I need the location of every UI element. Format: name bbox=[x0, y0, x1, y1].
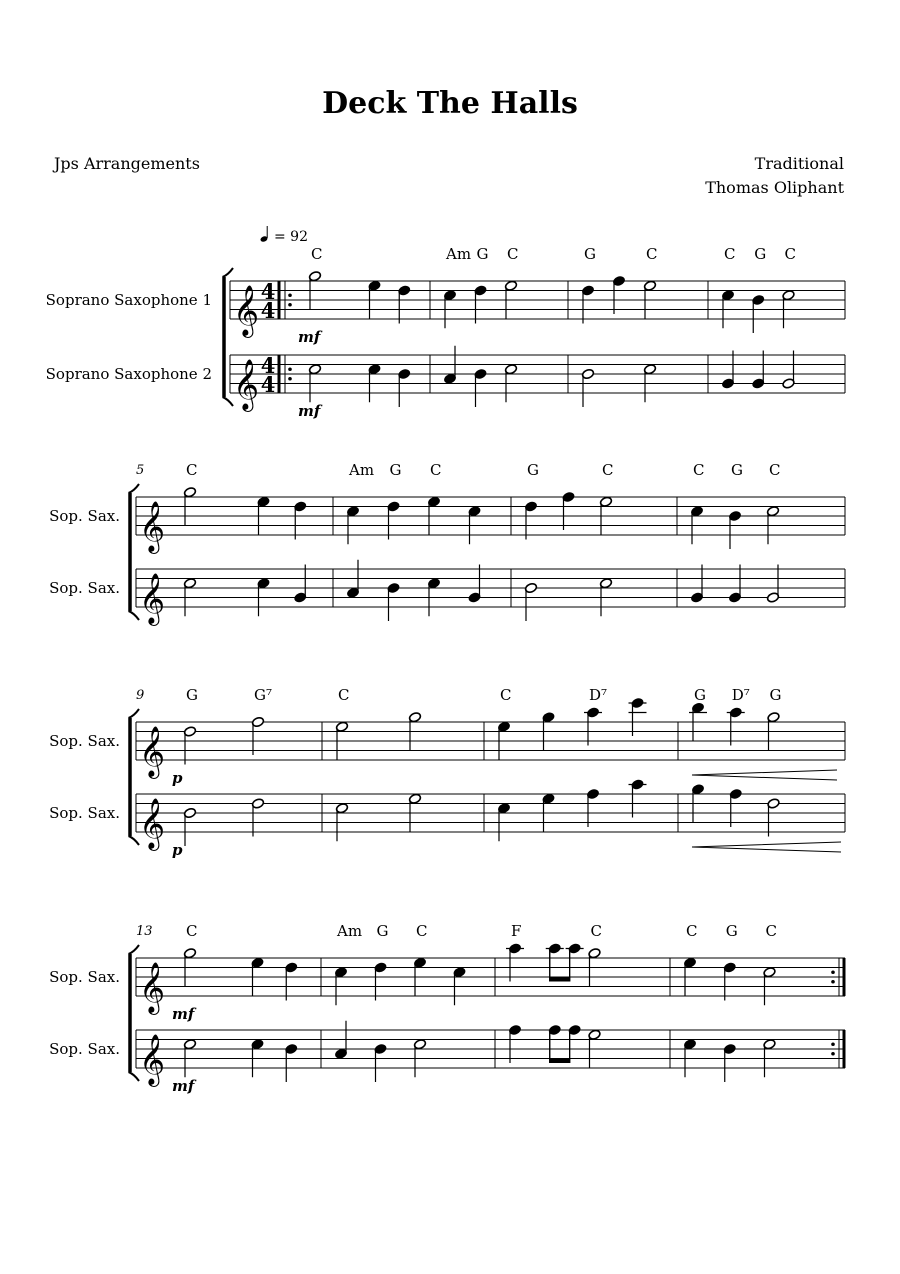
measure-number: 9 bbox=[136, 688, 145, 703]
quarter-note bbox=[690, 565, 703, 604]
half-note bbox=[335, 803, 348, 842]
quarter-note bbox=[398, 285, 411, 324]
quarter-note bbox=[285, 1043, 298, 1082]
quarter-note bbox=[346, 506, 359, 545]
chord-symbol-D: D⁷ bbox=[589, 686, 608, 704]
quarter-note bbox=[508, 1024, 521, 1063]
quarter-note bbox=[294, 501, 307, 540]
half-note bbox=[581, 368, 594, 407]
treble-clef-icon: 𝄞 bbox=[139, 798, 166, 849]
instrument-name-staff-2: Sop. Sax. bbox=[49, 804, 120, 822]
chord-symbol-G: G bbox=[584, 245, 596, 263]
quarter-note bbox=[374, 962, 387, 1001]
quarter-note bbox=[586, 788, 599, 827]
chord-symbol-G: G bbox=[476, 245, 489, 263]
chord-symbol-C: C bbox=[430, 461, 442, 479]
quarter-note bbox=[690, 506, 703, 545]
repeat-dot bbox=[831, 970, 835, 974]
instrument-name-staff-1: Sop. Sax. bbox=[49, 507, 120, 525]
half-note bbox=[251, 798, 264, 837]
quarter-note bbox=[257, 578, 270, 617]
chord-symbol-C: C bbox=[338, 686, 350, 704]
bracket-hook bbox=[129, 611, 140, 620]
half-note bbox=[183, 807, 196, 846]
instrument-name-staff-2: Sop. Sax. bbox=[49, 1040, 120, 1058]
quarter-note bbox=[723, 962, 736, 1001]
chord-symbol-G: G bbox=[527, 461, 539, 479]
chord-symbol-C: C bbox=[416, 922, 428, 940]
instrument-name-staff-2: Sop. Sax. bbox=[49, 579, 120, 597]
quarter-note bbox=[474, 285, 487, 324]
half-note bbox=[335, 721, 348, 760]
quarter-note bbox=[683, 957, 696, 996]
eighth-beam bbox=[549, 978, 570, 982]
half-note bbox=[524, 582, 537, 621]
chord-symbol-G: G bbox=[754, 245, 767, 263]
chord-symbol-C: C bbox=[186, 461, 198, 479]
chord-symbol-C: C bbox=[311, 245, 323, 263]
half-note bbox=[183, 726, 196, 765]
quarter-note bbox=[524, 501, 537, 540]
half-note bbox=[251, 716, 264, 755]
half-note bbox=[763, 967, 776, 1006]
composer-credit: Traditional bbox=[754, 154, 844, 173]
repeat-dot bbox=[831, 1042, 835, 1046]
quarter-note bbox=[334, 1021, 347, 1060]
chord-symbol-G: G bbox=[731, 461, 743, 479]
half-note bbox=[308, 271, 321, 310]
quarter-note bbox=[728, 510, 741, 549]
bracket-hook bbox=[129, 836, 140, 845]
dynamic-marking-p: p bbox=[172, 769, 183, 787]
arranger-credit: Jps Arrangements bbox=[54, 154, 200, 173]
quarter-note bbox=[752, 351, 765, 390]
bracket-hook bbox=[129, 1072, 140, 1081]
eighth-beam bbox=[549, 1059, 570, 1063]
treble-clef-icon: 𝄞 bbox=[139, 573, 166, 624]
chord-symbol-C: C bbox=[724, 245, 736, 263]
treble-clef-icon: 𝄞 bbox=[139, 726, 166, 777]
dynamic-marking-mf: mf bbox=[172, 1005, 195, 1023]
chord-symbol-C: C bbox=[186, 922, 198, 940]
chord-symbol-G: G bbox=[725, 922, 738, 940]
quarter-note bbox=[453, 967, 466, 1006]
quarter-note bbox=[691, 702, 704, 741]
quarter-note bbox=[581, 285, 594, 324]
treble-clef-icon: 𝄞 bbox=[233, 285, 260, 336]
quarter-note bbox=[691, 784, 704, 823]
chord-symbol-D: D⁷ bbox=[731, 686, 750, 704]
quarter-note bbox=[497, 721, 510, 760]
quarter-note bbox=[683, 1039, 696, 1078]
treble-clef-icon: 𝄞 bbox=[139, 1034, 166, 1085]
chord-symbol-Am: Am bbox=[337, 922, 363, 940]
quarter-note bbox=[387, 501, 400, 540]
time-signature-denominator: 4 bbox=[260, 372, 276, 397]
repeat-dot bbox=[831, 1052, 835, 1056]
chord-symbol-C: C bbox=[500, 686, 512, 704]
quarter-note bbox=[468, 565, 481, 604]
quarter-note bbox=[334, 967, 347, 1006]
dynamic-marking-mf: mf bbox=[172, 1077, 195, 1095]
half-note bbox=[183, 487, 196, 526]
chord-symbol-G: G bbox=[376, 922, 389, 940]
measure-number: 13 bbox=[136, 924, 153, 939]
quarter-note bbox=[398, 368, 411, 407]
quarter-note bbox=[368, 280, 381, 319]
bracket-hook bbox=[223, 397, 234, 406]
half-note bbox=[504, 280, 517, 319]
quarter-note bbox=[631, 697, 644, 736]
chord-symbol-G: G bbox=[389, 461, 402, 479]
quarter-note bbox=[374, 1043, 387, 1082]
chord-symbol-G: G bbox=[769, 686, 782, 704]
chord-symbol-F: F bbox=[511, 922, 522, 940]
quarter-note bbox=[542, 712, 555, 751]
dynamic-marking-p: p bbox=[172, 841, 183, 859]
quarter-note bbox=[723, 1043, 736, 1082]
repeat-dot bbox=[288, 367, 292, 371]
crescendo-hairpin bbox=[692, 770, 837, 780]
repeat-dot bbox=[831, 980, 835, 984]
quarter-note bbox=[468, 506, 481, 545]
quarter-note bbox=[427, 496, 440, 535]
bracket-hook bbox=[129, 709, 140, 718]
time-signature-numerator: 4 bbox=[260, 279, 276, 304]
quarter-note bbox=[721, 351, 734, 390]
repeat-dot bbox=[288, 293, 292, 297]
chord-symbol-C: C bbox=[646, 245, 658, 263]
time-signature-numerator: 4 bbox=[260, 353, 276, 378]
half-note bbox=[766, 565, 779, 604]
half-note bbox=[504, 364, 517, 403]
quarter-note bbox=[474, 368, 487, 407]
half-note bbox=[767, 798, 780, 837]
half-note bbox=[599, 578, 612, 617]
piece-title: Deck The Halls bbox=[322, 86, 578, 121]
chord-symbol-C: C bbox=[602, 461, 614, 479]
quarter-note bbox=[251, 1039, 264, 1078]
half-note bbox=[643, 364, 656, 403]
time-signature-denominator: 4 bbox=[260, 298, 276, 323]
quarter-note bbox=[729, 788, 742, 827]
half-note bbox=[763, 1039, 776, 1078]
instrument-name-staff-1: Sop. Sax. bbox=[49, 732, 120, 750]
quarter-note bbox=[721, 290, 734, 329]
half-note bbox=[183, 1039, 196, 1078]
dynamic-marking-mf: mf bbox=[298, 328, 321, 346]
quarter-note bbox=[612, 275, 625, 314]
quarter-note bbox=[508, 943, 521, 982]
quarter-note bbox=[443, 290, 456, 329]
measure-number: 5 bbox=[136, 463, 145, 478]
chord-symbol-C: C bbox=[769, 461, 781, 479]
half-note bbox=[782, 351, 795, 390]
half-note bbox=[308, 364, 321, 403]
half-note bbox=[588, 1029, 601, 1068]
bracket-hook bbox=[129, 945, 140, 954]
quarter-note bbox=[562, 491, 575, 530]
bracket-hook bbox=[129, 484, 140, 493]
chord-symbol-Am: Am bbox=[349, 461, 375, 479]
quarter-note bbox=[346, 560, 359, 599]
quarter-note bbox=[586, 707, 599, 746]
half-note bbox=[599, 496, 612, 535]
chord-symbol-C: C bbox=[693, 461, 705, 479]
quarter-note bbox=[542, 793, 555, 832]
instrument-name-staff-1: Soprano Saxophone 1 bbox=[45, 291, 212, 309]
chord-symbol-Am: Am bbox=[446, 245, 472, 263]
quarter-note bbox=[443, 346, 456, 385]
quarter-note bbox=[729, 707, 742, 746]
chord-symbol-G: G bbox=[186, 686, 198, 704]
half-note bbox=[766, 506, 779, 545]
chord-symbol-C: C bbox=[765, 922, 777, 940]
half-note bbox=[408, 793, 421, 832]
instrument-name-staff-1: Sop. Sax. bbox=[49, 968, 120, 986]
half-note bbox=[588, 948, 601, 987]
treble-clef-icon: 𝄞 bbox=[233, 359, 260, 410]
quarter-note bbox=[752, 294, 765, 333]
half-note bbox=[782, 290, 795, 329]
chord-symbol-C: C bbox=[590, 922, 602, 940]
chord-symbol-C: C bbox=[784, 245, 796, 263]
half-note bbox=[767, 712, 780, 751]
dynamic-marking-mf: mf bbox=[298, 402, 321, 420]
quarter-note bbox=[631, 779, 644, 818]
repeat-dot bbox=[288, 303, 292, 307]
quarter-note bbox=[257, 496, 270, 535]
treble-clef-icon: 𝄞 bbox=[139, 501, 166, 552]
quarter-note bbox=[285, 962, 298, 1001]
chord-symbol-G: G⁷ bbox=[254, 686, 272, 704]
half-note bbox=[643, 280, 656, 319]
half-note bbox=[183, 948, 196, 987]
crescendo-hairpin bbox=[692, 842, 841, 852]
chord-symbol-C: C bbox=[507, 245, 519, 263]
instrument-name-staff-2: Soprano Saxophone 2 bbox=[45, 365, 212, 383]
half-note bbox=[408, 712, 421, 751]
quarter-note bbox=[251, 957, 264, 996]
bracket-hook bbox=[223, 268, 234, 277]
chord-symbol-G: G bbox=[694, 686, 706, 704]
quarter-note bbox=[427, 578, 440, 617]
half-note bbox=[183, 578, 196, 617]
quarter-note bbox=[294, 565, 307, 604]
quarter-note bbox=[368, 364, 381, 403]
lyricist-credit: Thomas Oliphant bbox=[705, 178, 844, 197]
quarter-note bbox=[497, 803, 510, 842]
half-note bbox=[413, 1039, 426, 1078]
quarter-note bbox=[413, 957, 426, 996]
repeat-dot bbox=[288, 377, 292, 381]
quarter-note bbox=[387, 582, 400, 621]
quarter-note bbox=[728, 565, 741, 604]
tempo-marking: = 92 bbox=[274, 229, 308, 245]
chord-symbol-C: C bbox=[686, 922, 698, 940]
treble-clef-icon: 𝄞 bbox=[139, 962, 166, 1013]
